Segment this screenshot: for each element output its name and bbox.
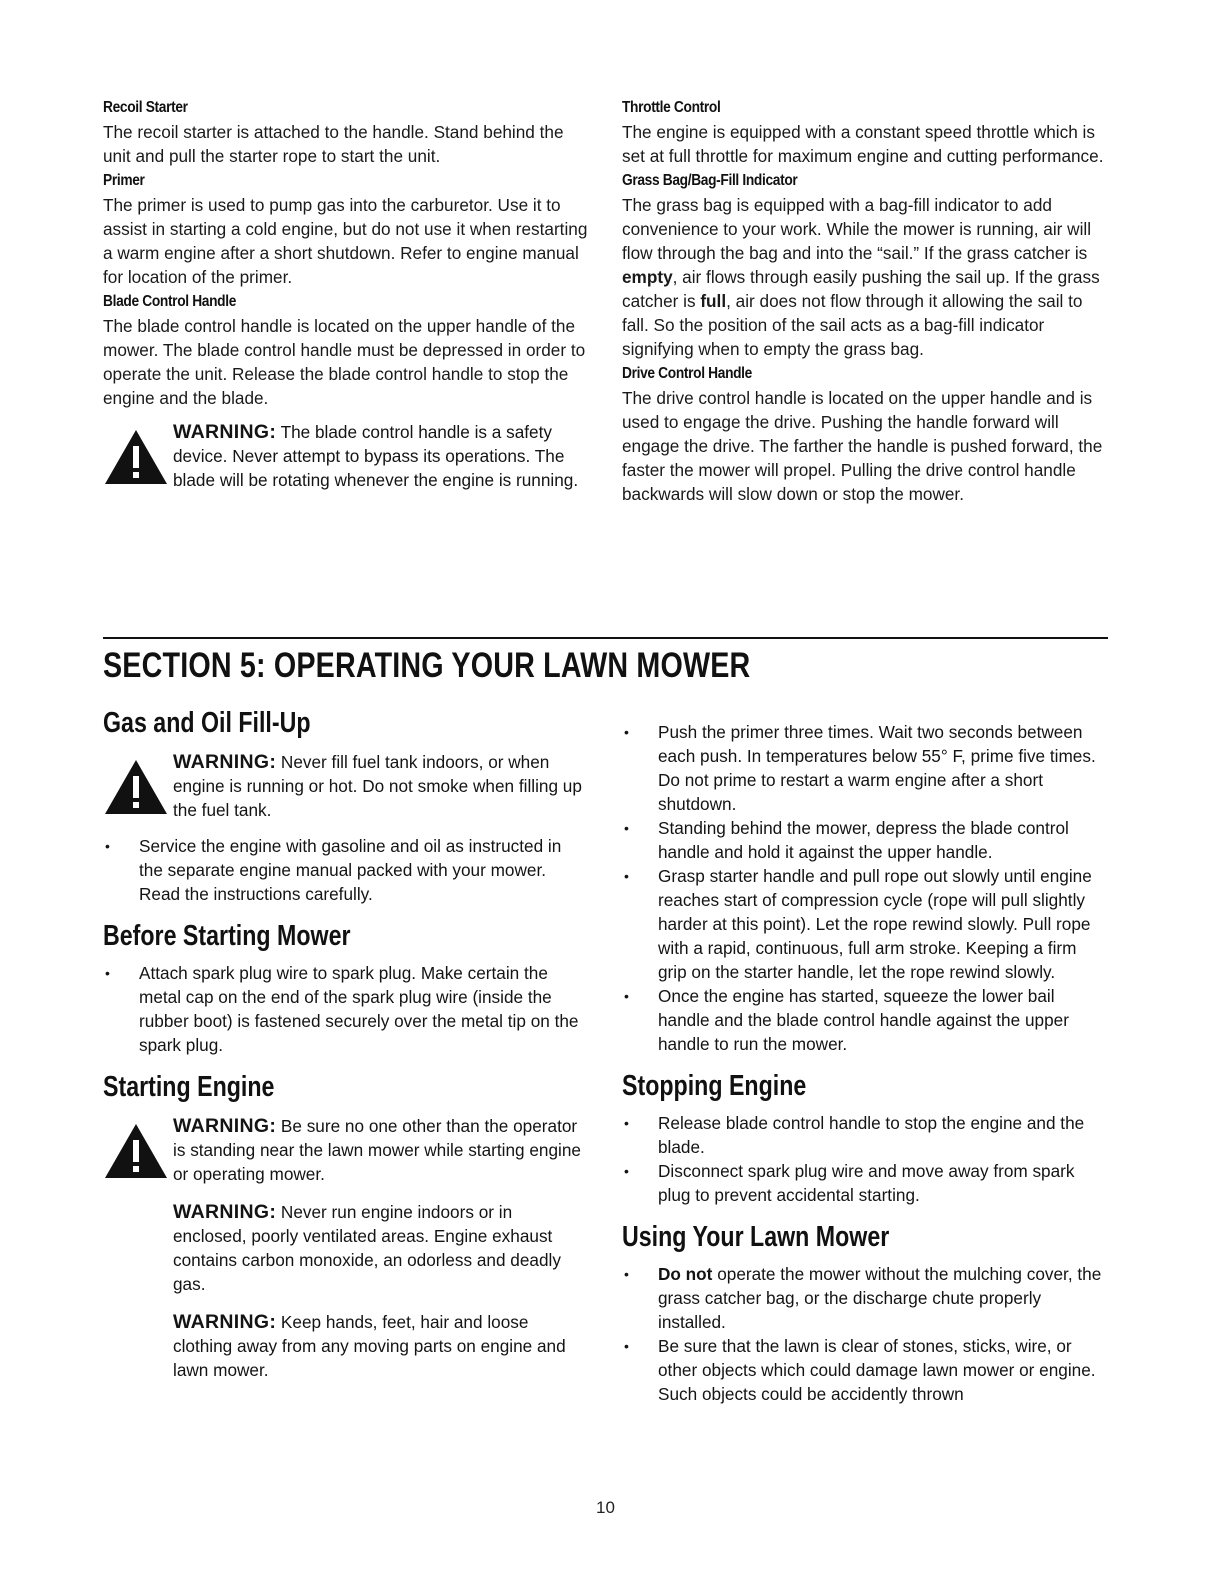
top-right-column — [622, 95, 1112, 510]
list-item: • Grasp starter handle and pull rope out slowly until engine reaches start of compression cycle (rope will pull slightly harder at this point). Let the rope rewind slowly. Pull rope with a rapid, continuous, full arm stroke. Keeping a firm grip on the starter handle, let the rope rewind slowly. — [624, 866, 1092, 982]
moving-parts-warning: WARNING: Keep hands, feet, hair and loose clothing away from any moving parts on engine and lawn mower. — [173, 1311, 566, 1380]
warning-label: WARNING: — [173, 1201, 277, 1223]
list-item: • Disconnect spark plug wire and move away from spark plug to prevent accidental starting. — [624, 1161, 1075, 1205]
bystander-warning: WARNING: Be sure no one other than the operator is standing near the lawn mower while starting engine or operating mower. — [103, 1114, 583, 1186]
list-item: • Push the primer three times. Wait two seconds between each push. In temperatures below 55° F, prime five times. Do not prime to restart a warm engine after a short shutdown. — [624, 722, 1096, 814]
grass-bag-heading: Grass Bag/Bag-Fill Indicator — [622, 172, 798, 189]
full-word: full — [700, 291, 727, 311]
drive-control-text: The drive control handle is located on the upper handle and is used to engage the drive. Pushing the handle forward will engage the drive. The farther the handle is pushed forward, the faster the mower will propel. Pulling the drive control handle backwards will slow down or stop the mower. — [622, 388, 1103, 504]
warning-triangle-icon — [103, 1122, 169, 1180]
blade-warning-text: The blade control handle is a safety device. Never attempt to bypass its operations. The blade will be rotating whenever the engine is running. — [173, 422, 579, 490]
warning-triangle-icon — [103, 758, 169, 816]
starting-engine-heading: Starting Engine — [103, 1071, 275, 1103]
before-bullets — [103, 961, 583, 1057]
warning-label: WARNING: — [173, 421, 277, 443]
gas-bullets — [103, 834, 583, 906]
bottom-right-column — [622, 720, 1108, 1412]
list-item: • Do not operate the mower without the mulching cover, the grass catcher bag, or the discharge chute properly installed. — [624, 1264, 1102, 1332]
blade-control-heading: Blade Control Handle — [103, 293, 237, 310]
warning-label: WARNING: — [173, 751, 277, 773]
grass-bag-text: The grass bag is equipped with a bag-fill indicator to add convenience to your work. While the mower is running, air will flow through the bag and into the “sail.” If the grass catcher is empty, air flows through easily pushing the sail up. If the grass catcher is full, air does not flow through it allowing the sail to fall. So the position of the sail acts as a bag-fill indicator signifying when to empty the grass bag. — [622, 195, 1100, 359]
throttle-heading: Throttle Control — [622, 99, 721, 116]
bottom-left-column — [103, 693, 583, 1396]
using-mower-heading: Using Your Lawn Mower — [622, 1221, 890, 1253]
list-item: • Standing behind the mower, depress the blade control handle and hold it against the upper handle. — [624, 818, 1069, 862]
list-item: • Attach spark plug wire to spark plug. Make certain the metal cap on the end of the spark plug wire (inside the rubber boot) is fastened securely over the metal tip on the spark plug. — [105, 963, 579, 1055]
recoil-starter-heading: Recoil Starter — [103, 99, 188, 116]
before-starting-heading: Before Starting Mower — [103, 920, 351, 952]
starting-steps — [622, 720, 1108, 1056]
fuel-warning-text: Never fill fuel tank indoors, or when engine is running or hot. Do not smoke when filling up the fuel tank. — [173, 752, 582, 820]
stopping-bullets — [622, 1111, 1108, 1207]
warning-triangle-icon — [103, 428, 169, 486]
list-item: • Release blade control handle to stop the engine and the blade. — [624, 1113, 1085, 1157]
list-item: • Once the engine has started, squeeze the lower bail handle and the blade control handle against the upper handle to run the mower. — [624, 986, 1069, 1054]
drive-control-heading: Drive Control Handle — [622, 365, 752, 382]
using-bullets — [622, 1262, 1108, 1406]
list-item: • Service the engine with gasoline and oil as instructed in the separate engine manual packed with your mower. Read the instructions carefully. — [105, 836, 562, 904]
blade-control-text: The blade control handle is located on the upper handle of the mower. The blade control handle must be depressed in order to operate the unit. Release the blade control handle to stop the engine and the blade. — [103, 316, 586, 408]
empty-word: empty — [622, 267, 673, 287]
blade-warning — [103, 420, 593, 492]
primer-text: The primer is used to pump gas into the carburetor. Use it to assist in starting a cold engine, but do not use it when restarting a warm engine after a short shutdown. Refer to engine manual for location of the primer. — [103, 195, 588, 287]
warning-label: WARNING: — [173, 1311, 277, 1333]
list-item: • Be sure that the lawn is clear of stones, sticks, wire, or other objects which could damage lawn mower or engine. Such objects could be accidently thrown — [624, 1336, 1096, 1404]
gas-oil-heading: Gas and Oil Fill-Up — [103, 707, 311, 739]
stopping-engine-heading: Stopping Engine — [622, 1070, 807, 1102]
primer-heading: Primer — [103, 172, 145, 189]
page-number: 10 — [596, 1498, 615, 1517]
section-title: SECTION 5: OPERATING YOUR LAWN MOWER — [103, 646, 751, 685]
warning-label: WARNING: — [173, 1115, 277, 1137]
exhaust-warning: WARNING: Never run engine indoors or in enclosed, poorly ventilated areas. Engine exhaust contains carbon monoxide, an odorless and deadly gas. — [173, 1201, 561, 1294]
recoil-starter-text: The recoil starter is attached to the handle. Stand behind the unit and pull the starter rope to start the unit. — [103, 122, 564, 166]
top-left-column — [103, 95, 593, 504]
section-divider — [103, 637, 1108, 639]
fuel-warning — [103, 750, 583, 822]
throttle-text: The engine is equipped with a constant speed throttle which is set at full throttle for maximum engine and cutting performance. — [622, 122, 1104, 166]
